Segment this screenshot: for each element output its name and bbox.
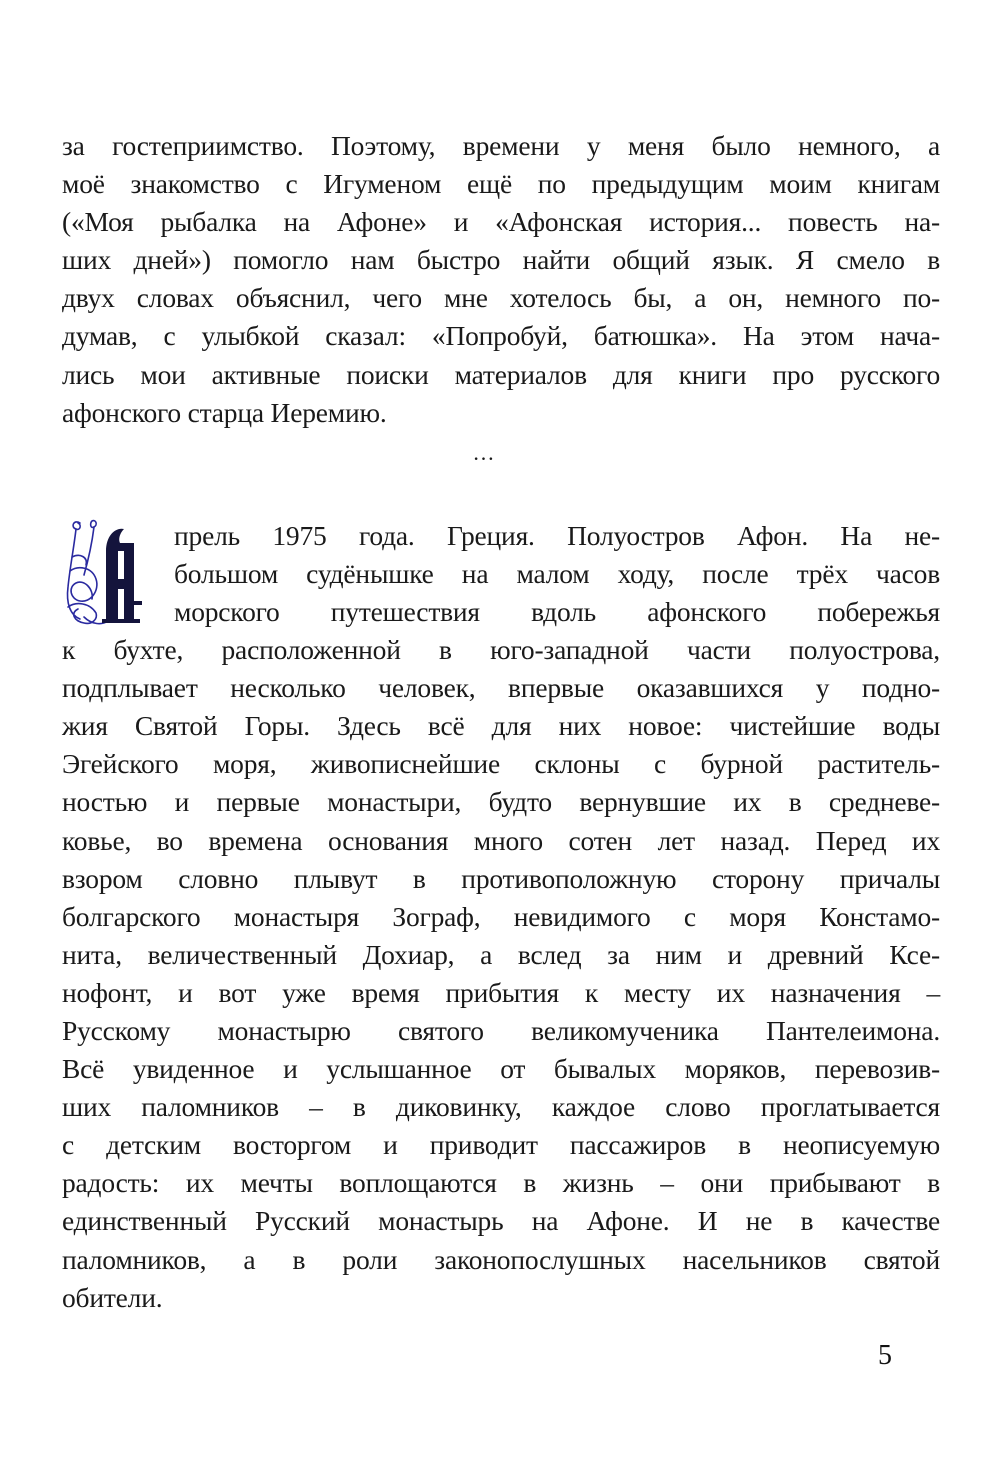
text-line: обители. xyxy=(62,1281,163,1313)
text-line: ших паломников – в диковинку, каждое слово проглатывается xyxy=(62,1091,940,1123)
text-line: ших дней») помогло нам быстро найти общий язык. Я смело в xyxy=(62,244,940,276)
text-line: думав, с улыбкой сказал: «Попробуй, батюшка». На этом нача- xyxy=(62,320,940,352)
text-line: подплывает несколько человек, впервые оказавшихся у подно- xyxy=(62,672,940,704)
text-line: лись мои активные поиски материалов для книги про русского xyxy=(62,358,940,390)
section-separator: … xyxy=(472,439,498,465)
text-line: двух словах объяснил, чего мне хотелось бы, а он, немного по- xyxy=(62,282,940,314)
text-line: афонского старца Иеремию. xyxy=(62,396,387,428)
text-line: ностью и первые монастыри, будто вернувшие их в средневе- xyxy=(62,786,940,818)
text-line: большом судёнышке на малом ходу, после трёх часов xyxy=(174,557,940,589)
paragraph-1 xyxy=(62,127,940,432)
text-line: паломников, а в роли законопослушных насельников святой xyxy=(62,1243,940,1275)
text-line: болгарского монастыря Зограф, невидимого с моря Констамо- xyxy=(62,900,940,932)
text-line: Русскому монастырю святого великомученика Пантелеимона. xyxy=(62,1014,940,1046)
text-line: жия Святой Горы. Здесь всё для них новое: чистейшие воды xyxy=(62,710,940,742)
paragraph-2 xyxy=(62,517,940,1317)
text-line: прель 1975 года. Греция. Полуостров Афон. На не- xyxy=(174,519,940,551)
book-page xyxy=(62,127,940,1317)
text-line: Всё увиденное и услышанное от бывалых моряков, перевозив- xyxy=(62,1053,940,1085)
page-number: 5 xyxy=(878,1340,892,1371)
text-line: взором словно плывут в противоположную сторону причалы xyxy=(62,862,940,894)
text-line: единственный Русский монастырь на Афоне. И не в качестве xyxy=(62,1205,940,1237)
drop-cap xyxy=(62,517,174,629)
text-line: к бухте, расположенной в юго-западной части полуострова, xyxy=(62,634,940,666)
floral-flourish-icon xyxy=(62,517,174,629)
text-line: ковье, во времена основания много сотен лет назад. Перед их xyxy=(62,824,940,856)
text-line: нита, величественный Дохиар, а вслед за ним и древний Ксе- xyxy=(62,938,940,970)
text-line: моё знакомство с Игуменом ещё по предыдущим моим книгам xyxy=(62,168,940,200)
text-line: морского путешествия вдоль афонского побережья xyxy=(174,595,940,627)
text-line: за гостеприимство. Поэтому, времени у меня было немного, а xyxy=(62,130,940,161)
text-line: («Моя рыбалка на Афоне» и «Афонская история... повесть на- xyxy=(62,206,940,238)
text-line: радость: их мечты воплощаются в жизнь – они прибывают в xyxy=(62,1167,940,1199)
text-line: с детским восторгом и приводит пассажиров в неописуемую xyxy=(62,1129,940,1161)
text-line: нофонт, и вот уже время прибытия к месту их назначения – xyxy=(62,976,940,1008)
text-line: Эгейского моря, живописнейшие склоны с бурной раститель- xyxy=(62,748,940,780)
